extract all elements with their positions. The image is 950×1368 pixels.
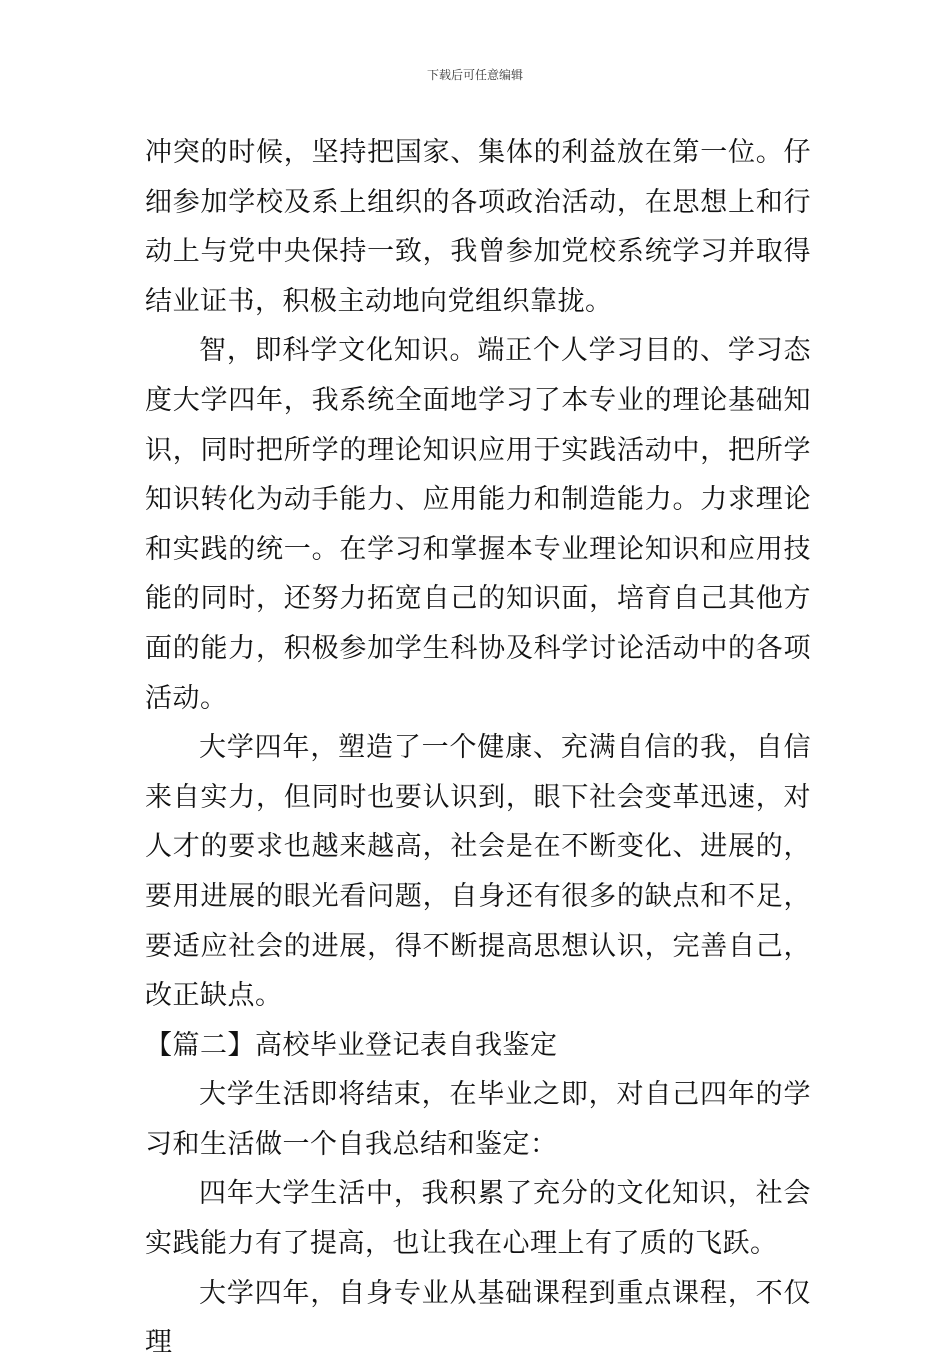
paragraph-2: 智，即科学文化知识。端正个人学习目的、学习态度大学四年，我系统全面地学习了本专业的理论基础知识，同时把所学的理论知识应用于实践活动中，把所学知识转化为动手能力、应用能力和制造能力。力求理论和实践的统一。在学习和掌握本专业理论知识和应用技能的同时，还努力拓宽自己的知识面，培育自己其他方面的能力，积极参加学生科协及科学讨论活动中的各项活动。 — [145, 335, 811, 714]
document-body — [145, 128, 811, 1368]
section-heading: 【篇二】高校毕业登记表自我鉴定 — [145, 1029, 558, 1061]
paragraph-6: 大学四年，自身专业从基础课程到重点课程，不仅理 — [145, 1277, 811, 1359]
paragraph-5: 四年大学生活中，我积累了充分的文化知识，社会实践能力有了提高，也让我在心理上有了质的飞跃。 — [145, 1178, 811, 1260]
paragraph-3: 大学四年，塑造了一个健康、充满自信的我，自信来自实力，但同时也要认识到，眼下社会变革迅速，对人才的要求也越来越高，社会是在不断变化、进展的，要用进展的眼光看问题，自身还有很多的缺点和不足，要适应社会的进展，得不断提高思想认识，完善自己，改正缺点。 — [145, 732, 811, 1012]
paragraph-1: 冲突的时候，坚持把国家、集体的利益放在第一位。仔细参加学校及系上组织的各项政治活动，在思想上和行动上与党中央保持一致，我曾参加党校系统学习并取得结业证书，积极主动地向党组织靠拢。 — [145, 137, 811, 317]
page-header: 下载后可任意编辑 — [426, 68, 523, 82]
paragraph-4: 大学生活即将结束，在毕业之即，对自己四年的学习和生活做一个自我总结和鉴定： — [145, 1079, 811, 1160]
